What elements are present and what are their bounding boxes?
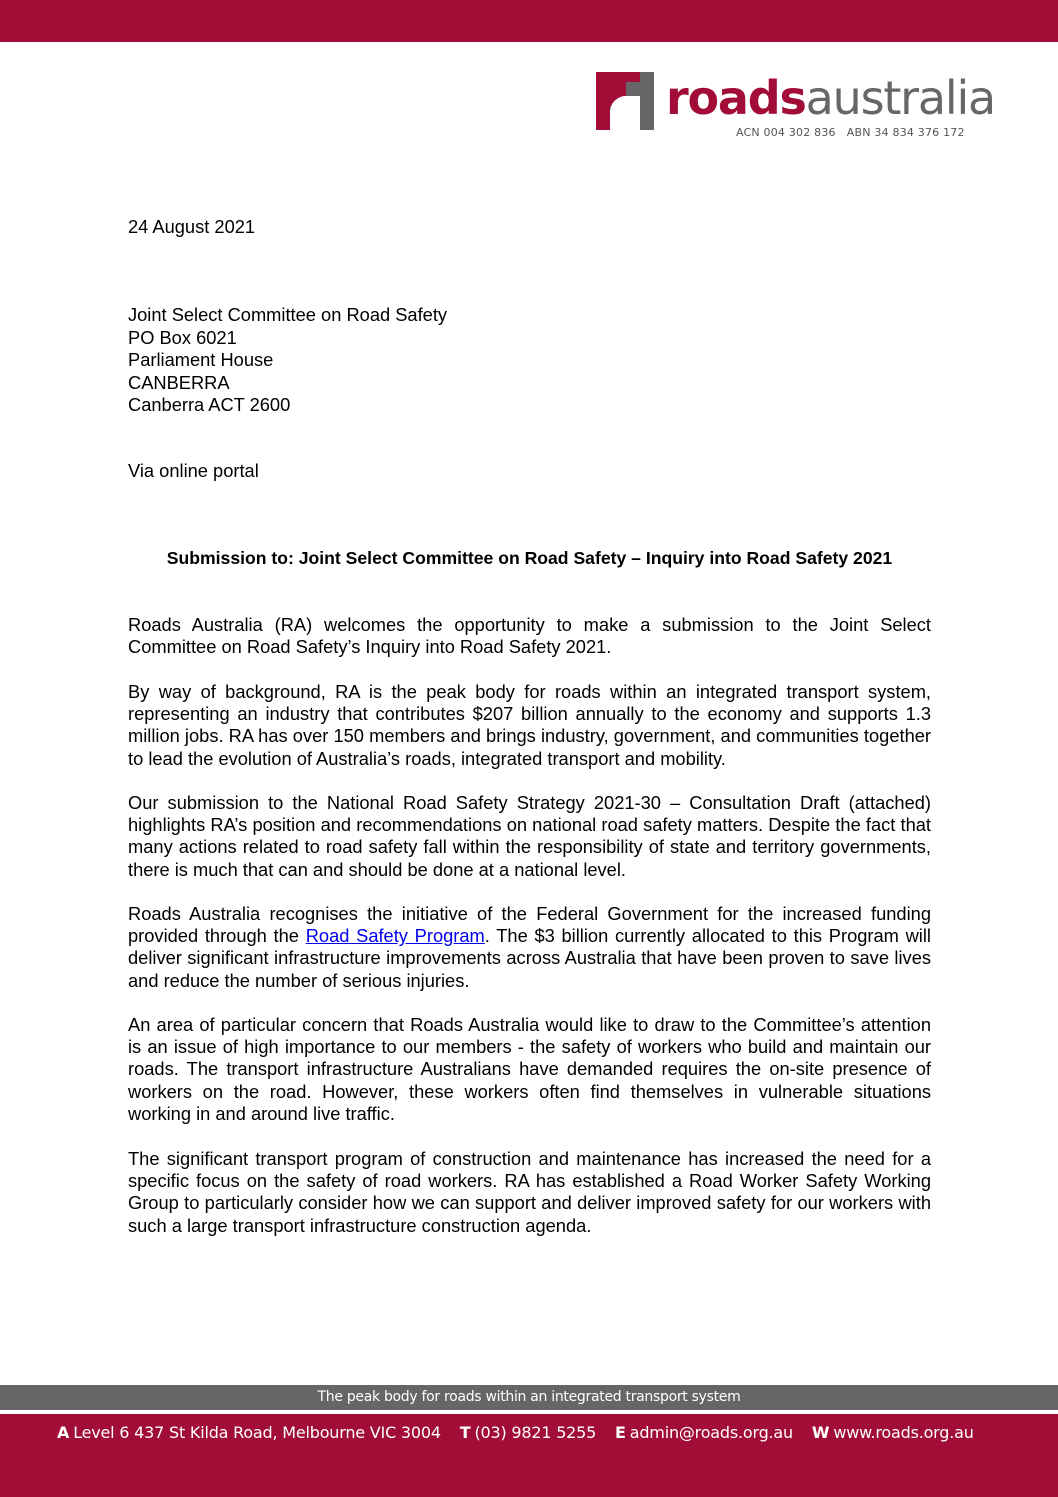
body-paragraph: An area of particular concern that Roads Australia would like to draw to the Committee’s attention is an issue of high importance to our members - the safety of workers who build and maintain our roads. The transport infrastructure Australians have demanded requires the on-site presence of workers on the road. However, these workers often find themselves in vulnerable situations working in and around live traffic.: [128, 1014, 931, 1124]
contact-address: [57, 1423, 441, 1442]
body-paragraph: Our submission to the National Road Safety Strategy 2021-30 – Consultation Draft (attached) highlights RA’s position and recommendations on national road safety matters. Despite the fact that many actions related to road safety fall within the responsibility of state and territory governments, there is much that can and should be done at a national level.: [128, 792, 931, 880]
paragraph-text: . The $3 billion currently allocated to this Program will deliver significant infrastructure improvements across Australia that have been proven to save lives and reduce the number of serious injuries.: [128, 925, 931, 991]
registration-numbers: ACN 004 302 836 ABN 34 834 376 172: [736, 126, 965, 139]
phone-label: T: [459, 1423, 471, 1442]
address-value: Level 6 437 St Kilda Road, Melbourne VIC 3004: [73, 1423, 441, 1442]
address-line: CANBERRA: [128, 371, 230, 393]
logo-wordmark: [666, 62, 995, 134]
address-line: Joint Select Committee on Road Safety: [128, 304, 448, 325]
body-paragraph: Roads Australia (RA) welcomes the opportunity to make a submission to the Joint Select Committee on Road Safety’s Inquiry into Road Safety 2021.: [128, 614, 931, 658]
road-safety-program-link[interactable]: Road Safety Program: [305, 925, 485, 947]
contact-email: [615, 1423, 793, 1442]
contact-website: [812, 1423, 974, 1442]
address-line: PO Box 6021: [128, 326, 237, 348]
contact-phone: [460, 1423, 596, 1442]
website-value: www.roads.org.au: [833, 1423, 974, 1442]
phone-value: (03) 9821 5255: [474, 1423, 597, 1442]
footer-tagline: The peak body for roads within an integrated transport system: [0, 1385, 1058, 1410]
email-value: admin@roads.org.au: [629, 1423, 793, 1442]
paragraph-text: Roads Australia recognises the initiative of the Federal Government for the increased funding provided through the: [128, 903, 931, 947]
body-paragraph: The significant transport program of construction and maintenance has increased the need for a specific focus on the safety of road workers. RA has established a Road Worker Safety Working Group to particularly consider how we can support and deliver improved safety for our workers with such a large transport infrastructure construction agenda.: [128, 1148, 931, 1236]
contact-line: [57, 1423, 988, 1442]
footer-contact-band: [0, 1414, 1058, 1497]
address-label: A: [57, 1423, 70, 1442]
address-line: Canberra ACT 2600: [128, 394, 291, 415]
delivery-method: Via online portal: [128, 460, 259, 481]
body-paragraph: By way of background, RA is the peak body for roads within an integrated transport system, representing an industry that contributes $207 billion annually to the economy and supports 1.3 million jobs. RA has over 150 members and brings industry, government, and communities together to lead the evolution of Australia’s roads, integrated transport and mobility.: [128, 681, 931, 769]
subject-heading: Submission to: Joint Select Committee on Road Safety – Inquiry into Road Safety 2021: [166, 548, 893, 568]
letter-date: 24 August 2021: [128, 216, 256, 237]
address-line: Parliament House: [128, 349, 274, 370]
roads-australia-logo-mark-icon: [596, 72, 654, 130]
body-paragraph: [128, 903, 931, 992]
logo-word-australia: australia: [805, 71, 996, 125]
website-label: W: [811, 1423, 830, 1442]
top-brand-band: [0, 0, 1058, 42]
recipient-address: [128, 304, 931, 417]
email-label: E: [615, 1423, 626, 1442]
logo-word-roads: roads: [666, 71, 806, 125]
